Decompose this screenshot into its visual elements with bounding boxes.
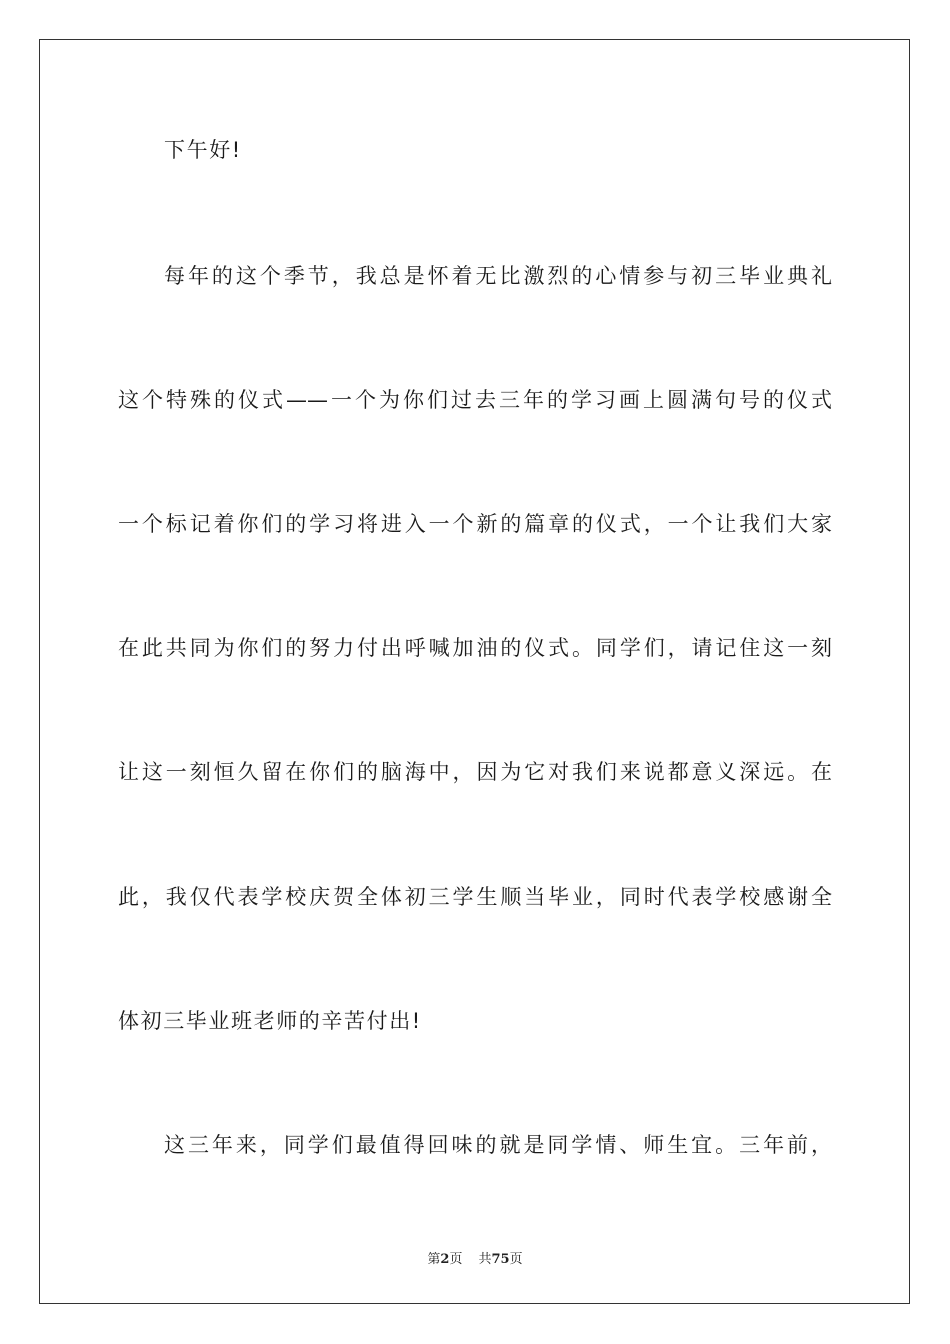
paragraph-line: 此，我仅代表学校庆贺全体初三学生顺当毕业，同时代表学校感谢全 xyxy=(118,885,832,909)
paragraph-line: 这三年来，同学们最值得回味的就是同学情、师生宜。三年前， xyxy=(164,1133,832,1157)
paragraph-line: 体初三毕业班老师的辛苦付出! xyxy=(118,1009,422,1033)
page-prefix: 第 xyxy=(427,1252,441,1267)
page-footer xyxy=(0,1248,950,1267)
page-frame xyxy=(39,39,910,1304)
paragraph-line: 一个标记着你们的学习将进入一个新的篇章的仪式，一个让我们大家 xyxy=(118,512,832,536)
page-number: 2 xyxy=(440,1252,450,1267)
total-prefix: 共 xyxy=(478,1252,492,1267)
paragraph-line: 每年的这个季节，我总是怀着无比激烈的心情参与初三毕业典礼 xyxy=(164,264,832,288)
total-suffix: 页 xyxy=(509,1252,523,1267)
paragraph-line: 下午好! xyxy=(164,138,242,162)
paragraph-line: 让这一刻恒久留在你们的脑海中，因为它对我们来说都意义深远。在 xyxy=(118,760,832,784)
paragraph-line: 在此共同为你们的努力付出呼喊加油的仪式。同学们，请记住这一刻 xyxy=(118,636,832,660)
total-pages: 75 xyxy=(491,1252,510,1267)
paragraph-line: 这个特殊的仪式——一个为你们过去三年的学习画上圆满句号的仪式 xyxy=(118,388,832,412)
page-suffix: 页 xyxy=(449,1252,463,1267)
